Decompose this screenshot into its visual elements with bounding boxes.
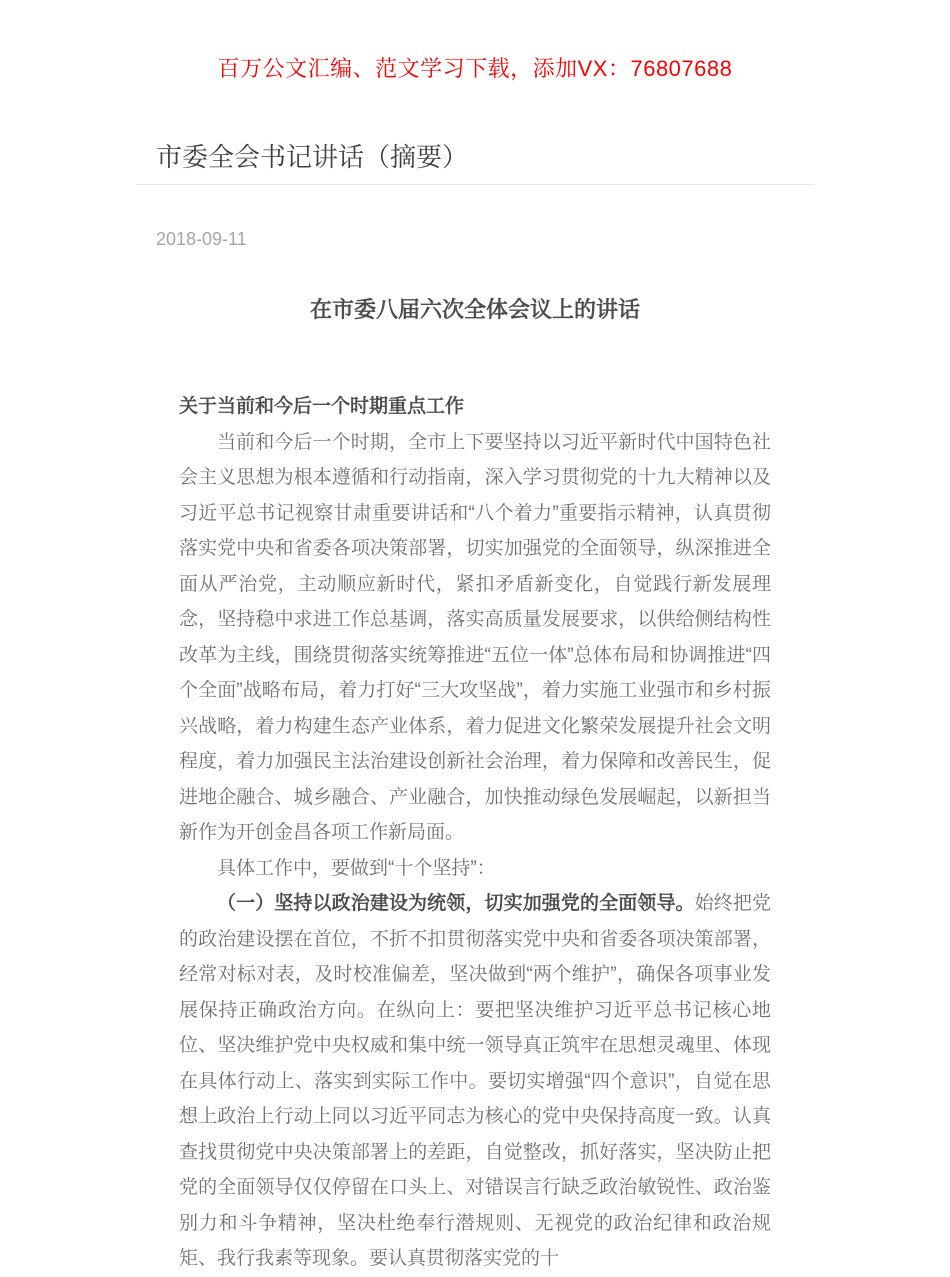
article-container (136, 140, 814, 1277)
promo-banner-text: 百万公文汇编、范文学习下载，添加VX：76807688 (217, 56, 733, 81)
document-title: 在市委八届六次全体会议上的讲话 (309, 297, 640, 322)
article-body (179, 389, 771, 1277)
section-1-lead: （一）坚持以政治建设为统领，切实加强党的全面领导。 (217, 893, 695, 914)
section-1-body: 始终把党的政治建设摆在首位，不折不扣贯彻落实党中央和省委各项决策部署，经常对标对表，及时校准偏差，坚决做到“两个维护”，确保各项事业发展保持正确政治方向。在纵向上：要把坚决维护习近平总书记核心地位、坚决维护党中央权威和集中统一领导真正筑牢在思想灵魂里、体现在具体行动上、落实到实际工作中。要切实增强“四个意识”，自觉在思想上政治上行动上同以习近平同志为核心的党中央保持高度一致。认真查找贯彻党中央决策部署上的差距，自觉整改，抓好落实，坚决防止把党的全面领导仅仅停留在口头上、对错误言行缺乏政治敏锐性、政治鉴别力和斗争精神，坚决杜绝奉行潜规则、无视党的政治纪律和政治规矩、我行我素等现象。要认真贯彻落实党的十 (179, 893, 771, 1269)
title-divider (136, 184, 814, 185)
section-heading: 关于当前和今后一个时期重点工作 (179, 396, 465, 417)
page-title: 市委全会书记讲话（摘要） (156, 142, 469, 172)
paragraph-section-1 (179, 886, 771, 1277)
publish-date: 2018-09-11 (156, 229, 247, 249)
paragraph-intro: 具体工作中，要做到“十个坚持”： (217, 857, 496, 879)
promo-banner (0, 0, 950, 82)
paragraph-overview: 当前和今后一个时期，全市上下要坚持以习近平新时代中国特色社会主义思想为根本遵循和行动指南，深入学习贯彻党的十九大精神以及习近平总书记视察甘肃重要讲话和“八个着力”重要指示精神，认真贯彻落实党中央和省委各项决策部署，切实加强党的全面领导，纵深推进全面从严治党，主动顺应新时代，紧扣矛盾新变化，自觉践行新发展理念，坚持稳中求进工作总基调，落实高质量发展要求，以供给侧结构性改革为主线，围绕贯彻落实统筹推进“五位一体”总体布局和协调推进“四个全面”战略布局，着力打好“三大攻坚战”，着力实施工业强市和乡村振兴战略，着力构建生态产业体系，着力促进文化繁荣发展提升社会文明程度，着力加强民主法治建设创新社会治理，着力保障和改善民生，促进地企融合、城乡融合、产业融合，加快推动绿色发展崛起，以新担当新作为开创金昌各项工作新局面。 (179, 431, 771, 843)
